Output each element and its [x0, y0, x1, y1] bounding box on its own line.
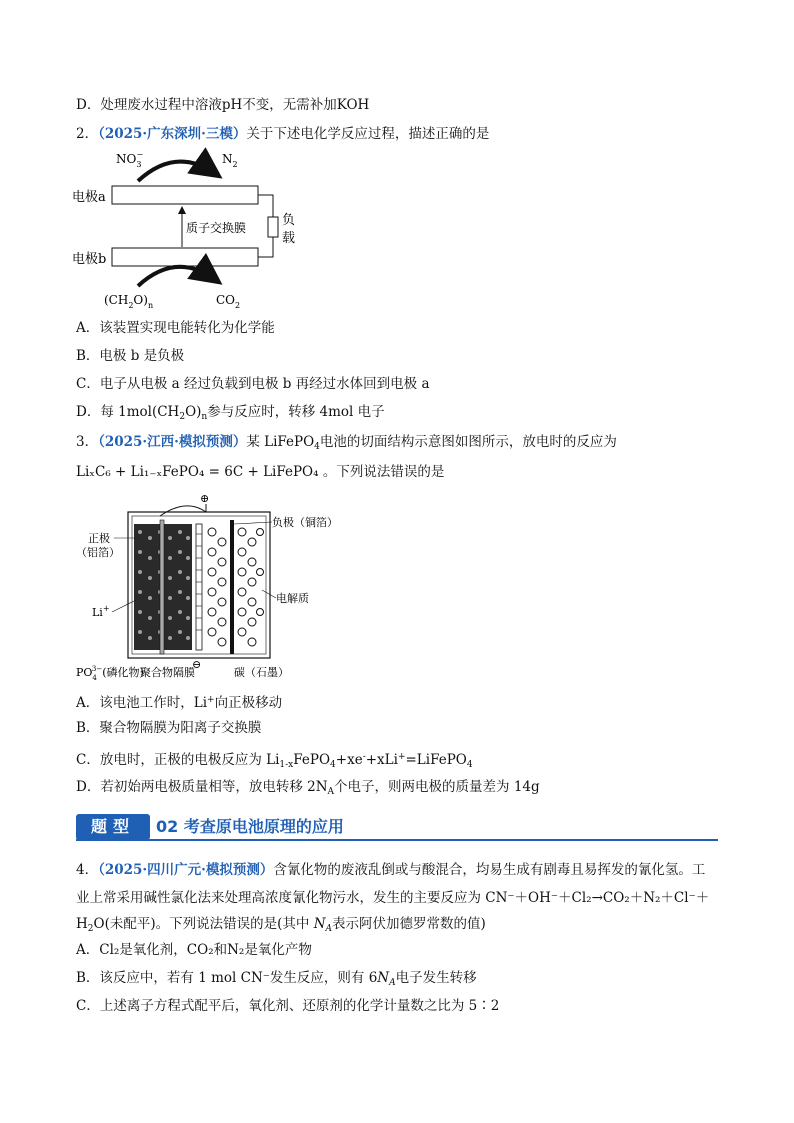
- minus-icon: ⊖: [192, 658, 202, 671]
- phosphate-label: $PO_43-$(磷化物): [76, 665, 144, 682]
- q4-stem-line1: 4．（2025·四川广元·模拟预测）含氰化物的废液乱倒或与酸混合，均易生成有剧毒且易挥发的氰化氢。工: [76, 862, 706, 878]
- ch2o-label: $(CH_2O)_n$: [104, 293, 154, 310]
- q2-option-b: B．电极 b 是负极: [76, 348, 185, 364]
- q2-option-c: C．电子从电极 a 经过负载到电极 b 再经过水体回到电极 a: [76, 376, 430, 392]
- li-ion-label: Li+: [92, 604, 110, 619]
- q3-stem: 3．（2025·江西·模拟预测）某 LiFePO$_4$电池的切面结构示意图如图所示，放电时的反应为: [76, 434, 617, 452]
- co2-label: $CO_2$: [216, 293, 241, 310]
- section-title: 02 考查原电池原理的应用: [156, 817, 344, 836]
- load-label-2: 载: [282, 231, 296, 246]
- q3-option-d: D．若初始两电极质量相等，放电转移 $2N_A$个电子，则两电极的质量差为 14g: [76, 779, 540, 797]
- question-number: 3．: [76, 434, 99, 450]
- electrode-b-label: 电极b: [72, 252, 107, 267]
- fuel-cell-diagram: [72, 146, 316, 314]
- load-resistor: [268, 217, 278, 237]
- source-tag: （2025·江西·模拟预测）: [98, 434, 247, 450]
- q2-option-d: D．每 $1mol(CH_2O)_n$参与反应时，转移 4mol 电子: [76, 404, 385, 422]
- source-tag: （2025·四川广元·模拟预测）: [98, 862, 274, 878]
- question-number: 4．: [76, 862, 99, 878]
- section-banner: [76, 814, 718, 840]
- polymer-separator: [196, 524, 202, 650]
- q1-option-d: D．处理废水过程中溶液pH不变，无需补加KOH: [76, 97, 370, 113]
- load-label-1: 负: [282, 213, 296, 228]
- q4-stem-line2: 业上常采用碱性氯化法来处理高浓度氰化物污水，发生的主要反应为 CN⁻＋OH⁻＋Cl₂→CO₂＋N₂＋Cl⁻＋: [76, 890, 710, 906]
- n2-label: $N_2$: [222, 152, 238, 169]
- negative-label: 负极（铜箔）: [272, 516, 338, 529]
- q2-stem: [76, 124, 489, 144]
- electrode-a: [112, 186, 258, 204]
- plus-icon: ⊕: [200, 492, 210, 505]
- curved-arrow-top: [138, 162, 216, 181]
- q4-option-c: C．上述离子方程式配平后，氧化剂、还原剂的化学计量数之比为 5∶2: [76, 998, 500, 1014]
- q4-option-a: A．Cl₂是氧化剂，CO₂和N₂是氧化产物: [76, 942, 312, 958]
- q3-option-c: C．放电时，正极的电极反应为 $Li_{1-x}FePO_4+xe^-+xLi^+=LiFePO_4$: [76, 752, 473, 770]
- curved-arrow-bottom: [138, 267, 216, 286]
- electrode-b: [112, 248, 258, 266]
- positive-label: 正极: [88, 532, 110, 545]
- aluminium-foil: [160, 520, 164, 654]
- q3-option-a: A．该电池工作时，Li+向正极移动: [76, 695, 283, 711]
- separator-label: 聚合物隔膜: [140, 666, 195, 679]
- q4-option-b: B．该反应中，若有 1 mol CN⁻发生反应，则有 $6N_A$电子发生转移: [76, 970, 477, 988]
- section-rule: [76, 839, 718, 841]
- electrolyte-label: 电解质: [276, 592, 309, 605]
- question-text: 关于下述电化学反应过程，描述正确的是: [246, 126, 490, 142]
- q3-option-b: B．聚合物隔膜为阳离子交换膜: [76, 720, 262, 736]
- positive-sub-label: （铝箔）: [76, 546, 120, 559]
- battery-diagram: [76, 490, 346, 682]
- q4-stem-line3: $H_2O$(未配平)。下列说法错误的是(其中 $N_A$表示阿伏加德罗常数的值): [76, 916, 486, 934]
- wire-top: [258, 195, 273, 217]
- question-number: 2．: [76, 126, 99, 142]
- q3-equation: LiₓC₆ + Li₁₋ₓFePO₄ = 6C + LiFePO₄ 。下列说法错误的是: [76, 464, 445, 480]
- section-label: 题型: [76, 814, 150, 840]
- no3-label: $NO_3-$: [116, 150, 144, 169]
- membrane-label: 质子交换膜: [186, 221, 247, 235]
- q2-option-a: A．该装置实现电能转化为化学能: [76, 320, 275, 336]
- copper-foil: [230, 520, 234, 654]
- source-tag: （2025·广东深圳·三模）: [98, 126, 247, 142]
- carbon-label: 碳（石墨）: [234, 666, 289, 679]
- electrode-a-label: 电极a: [72, 190, 106, 205]
- wire-bottom: [258, 237, 273, 257]
